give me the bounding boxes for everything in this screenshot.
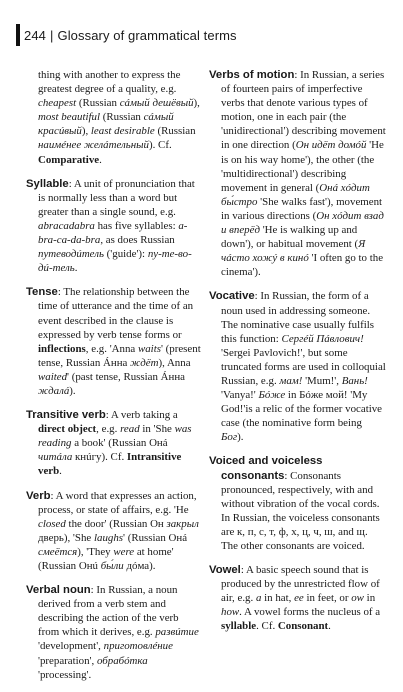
- glossary-entry-vowel: [209, 563, 387, 633]
- russian-example: Бог: [221, 431, 238, 444]
- def-text: ).: [237, 431, 244, 444]
- example-word: a-bra-ca-da-bra: [38, 219, 188, 247]
- entry-term: Vocative: [209, 290, 255, 303]
- example-word: cheapest: [38, 97, 77, 110]
- def-text: in feet, or: [303, 592, 352, 605]
- def-text: , e.g.: [96, 423, 121, 436]
- def-text: has five syllables:: [94, 219, 179, 232]
- example-word: ee: [294, 592, 304, 605]
- russian-example: читáла: [38, 451, 73, 464]
- def-text: 'Sergei Pavlovich!', but some truncated forms are used in colloquial Russian, e.g.: [221, 346, 386, 387]
- example-word: waits: [137, 342, 161, 355]
- header-separator: |: [50, 27, 54, 43]
- def-text: .: [328, 620, 331, 633]
- def-text: ).: [69, 384, 76, 397]
- glossary-entry-vocative: [209, 289, 387, 444]
- def-text: (Russian: [100, 111, 144, 124]
- example-word: how: [221, 606, 240, 619]
- russian-example: путеводúтель: [38, 248, 104, 261]
- page-number: 244: [24, 27, 46, 43]
- def-text: .: [59, 465, 62, 478]
- entry-term: Verb: [26, 489, 51, 502]
- russian-example: Он хóдит взад и вперёд: [221, 209, 384, 237]
- cross-reference: Comparative: [38, 153, 100, 166]
- glossary-entry-tense: [26, 285, 201, 398]
- russian-example: ждёт: [130, 356, 159, 369]
- russian-example: сáмый дешёвый: [119, 97, 194, 110]
- russian-example: наимéнее желáтельный: [38, 139, 149, 152]
- glossary-column-right: [209, 68, 387, 644]
- def-text: in hat,: [261, 592, 295, 605]
- russian-example: смеётся: [38, 545, 78, 558]
- def-text: , as does Russian: [100, 234, 175, 247]
- def-text: .: [99, 153, 102, 166]
- def-text: 'I often go to the cinema').: [221, 252, 384, 279]
- def-text: 'He is walking up and down'), or habitual movement (: [221, 224, 359, 251]
- cross-reference: syllable: [221, 620, 257, 633]
- def-text: in: [363, 592, 376, 605]
- example-word: most beautiful: [38, 111, 101, 124]
- def-text: : Consonants pronounced, respectively, with and without vibration of the vocal cords. In Russian, the voiceless consonants are к, п, с, т, ф, х, ц, ч, ш, and щ. The other consonants are voiced.: [221, 469, 380, 552]
- def-text: 'Vanya!': [221, 389, 259, 402]
- def-text: in Бóже мой! 'My God!'is a relic of the former vocative case (the nominative form being: [221, 389, 383, 430]
- example-word: a: [255, 592, 262, 605]
- russian-example: Сергéй Пáвлович!: [281, 332, 364, 345]
- russian-example: бы́ли: [100, 560, 124, 572]
- def-text: 'preparation',: [38, 654, 97, 667]
- example-word: laughs: [93, 531, 124, 544]
- entry-term: Syllable: [26, 177, 69, 190]
- def-text: 'Mum!',: [302, 374, 342, 387]
- glossary-entry-verbs-of-motion: [209, 68, 387, 279]
- def-text: ),: [193, 97, 200, 110]
- def-text: . A vowel forms the nucleus of a: [239, 606, 381, 619]
- def-text: : A basic speech sound that is produced by the unrestricted flow of air, e.g.: [221, 564, 380, 605]
- def-text: ' (present tense, Russian Áнна: [38, 342, 201, 369]
- def-text: the door' (Russian Он: [65, 517, 167, 530]
- def-text: at home' (Russian Онú: [38, 545, 174, 572]
- def-text: : In Russian, a noun derived from a verb stem and describing the action of the verb from which it derives, e.g.: [38, 584, 179, 639]
- def-text: , e.g. 'Anna: [85, 342, 138, 355]
- running-title: Glossary of grammatical terms: [57, 27, 237, 43]
- glossary-entry-verbal-noun: [26, 583, 201, 682]
- russian-example: мам!: [279, 374, 303, 387]
- def-text: 'processing'.: [38, 668, 92, 681]
- def-text: ('guide'):: [103, 248, 148, 261]
- def-text: a book' (Russian Онá: [71, 437, 168, 450]
- example-word: abracadabra: [38, 219, 95, 232]
- entry-term: Transitive verb: [26, 409, 106, 422]
- def-text: ),: [81, 125, 91, 138]
- example-word: waited: [38, 370, 68, 383]
- entry-term: Voiced and voiceless consonants: [209, 455, 323, 482]
- def-text: : In Russian, a series of fourteen pairs of imperfective verbs that denote various types of motion, one in each pair (the 'unidirectional') describing movement in one direction (: [221, 69, 386, 152]
- def-text: ). Cf.: [148, 139, 172, 152]
- entry-term: Tense: [26, 286, 58, 299]
- example-word: closed: [38, 517, 66, 530]
- russian-example: Он идёт домóй: [295, 139, 367, 152]
- def-text: : A word that expresses an action, process, or state of affairs, e.g. 'He: [38, 489, 197, 516]
- glossary-entry-superlative-continuation: [26, 68, 201, 167]
- def-text: дверь), 'She: [38, 531, 94, 544]
- russian-example: ждалá: [38, 384, 70, 397]
- example-word: were: [113, 545, 135, 558]
- russian-example: Бóже: [258, 389, 286, 402]
- def-text: ), 'They: [77, 545, 114, 558]
- def-text: . Cf.: [256, 620, 278, 633]
- header-rule: [16, 24, 20, 46]
- def-text: .: [74, 262, 78, 275]
- def-text: : In Russian, the form of a noun used in addressing someone. The nominative case usually fulfils this function:: [221, 290, 375, 345]
- russian-example: сáмый красúвый: [38, 111, 174, 138]
- def-text: (Russian: [76, 97, 120, 110]
- example-word: ow: [351, 592, 364, 605]
- cross-reference: direct object: [38, 423, 97, 436]
- def-text: in 'She: [139, 423, 175, 436]
- cross-reference: inflections: [38, 342, 86, 355]
- example-word: was reading: [38, 423, 192, 450]
- entry-term: Verbal noun: [26, 584, 91, 597]
- running-header: [16, 24, 237, 46]
- cross-reference: Intransitive verb: [38, 451, 182, 478]
- russian-example: закрыл: [166, 517, 199, 530]
- glossary-entry-voiced-voiceless-consonants: [209, 454, 387, 553]
- russian-example: Я чáсто хожý в кинó: [221, 238, 366, 265]
- def-text: : A verb taking a: [105, 409, 178, 422]
- def-text: (Russian: [154, 125, 196, 138]
- def-text: ), Anna: [158, 356, 191, 369]
- entry-term: Verbs of motion: [209, 69, 295, 81]
- def-text: 'development',: [38, 640, 104, 653]
- russian-example: обрабóтка: [96, 654, 148, 667]
- def-text: 'She walks fast'), movement in various directions (: [221, 195, 383, 222]
- def-text: ' (Russian Онá: [123, 531, 188, 544]
- entry-term: Vowel: [209, 564, 241, 577]
- example-word: least desirable: [90, 125, 155, 138]
- glossary-entry-transitive-verb: [26, 408, 201, 478]
- russian-example: приготовлéние: [103, 640, 173, 653]
- def-text: thing with another to express the greatest degree of a quality, e.g.: [38, 69, 181, 96]
- example-word: read: [120, 423, 140, 436]
- def-text: кнúгу). Cf.: [72, 451, 127, 464]
- def-text: ' (past tense, Russian Áнна: [67, 370, 186, 383]
- glossary-entry-syllable: [26, 177, 201, 276]
- def-text: : A unit of pronunciation that is normally less than a word but greater than a single sound, e.g.: [38, 177, 195, 218]
- cross-reference: Consonant: [277, 620, 329, 633]
- russian-example: Вань!: [341, 374, 368, 387]
- def-text: : The relationship between the time of utterance and the time of an event described in the clause is expressed by verb tense forms or: [38, 286, 194, 341]
- russian-example: Онá хóдит бы́стро: [221, 181, 370, 208]
- glossary-column-left: [26, 68, 201, 692]
- def-text: дóма).: [123, 560, 156, 572]
- glossary-entry-verb: [26, 489, 201, 574]
- def-text: 'He is on his way home'), the other (the 'multidirectional') describing movement in general (: [221, 139, 384, 194]
- russian-example: пу-те-во-дú-тель: [38, 248, 192, 275]
- russian-example: развúтие: [155, 626, 199, 639]
